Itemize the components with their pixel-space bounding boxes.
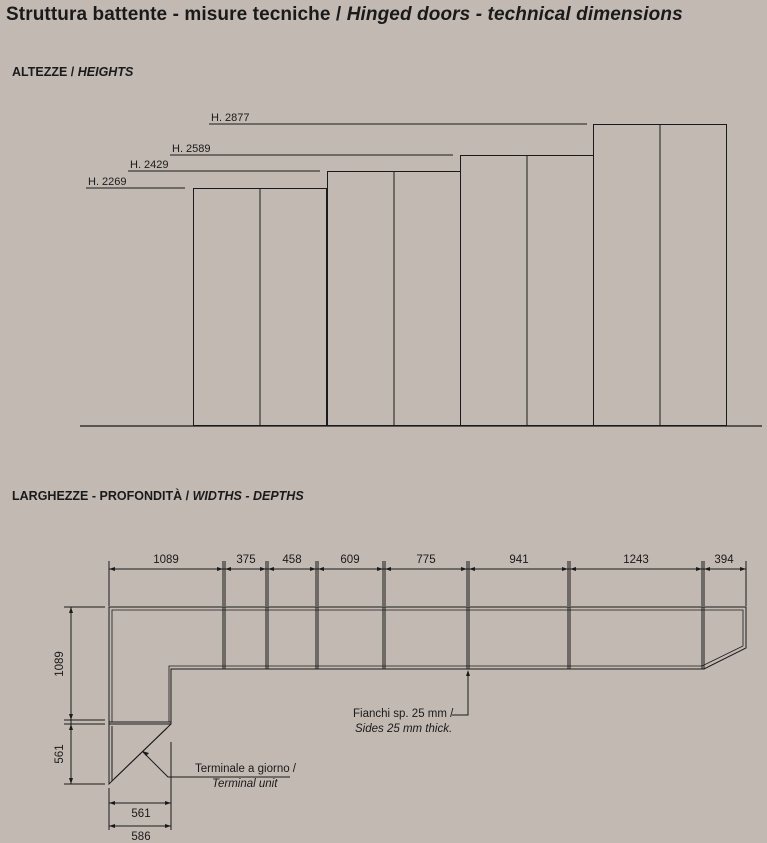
plan-outline-inner [112, 610, 743, 722]
widths-label: LARGHEZZE - PROFONDITÀ / [12, 489, 193, 503]
width-labels [153, 554, 734, 566]
sides-leader-line [452, 672, 468, 715]
height-label-2429: H. 2429 [130, 159, 169, 171]
width-label-941: 941 [509, 554, 529, 566]
width-label-1243: 1243 [623, 554, 649, 566]
terminal-note-italic: Terminal unit [212, 778, 278, 790]
plan-corner-diagonal-inner [114, 728, 167, 779]
heights-label-italic: HEIGHTS [77, 65, 134, 79]
depth-label-561: 561 [54, 744, 66, 764]
width-dimension-ticks [109, 561, 746, 606]
depth-labels [54, 651, 66, 763]
width-label-609: 609 [340, 554, 360, 566]
notes [195, 708, 454, 790]
page-title-main: Struttura battente - misure tecniche / [6, 4, 347, 25]
terminal-note: Terminale a giorno / [195, 763, 296, 775]
height-labels [88, 112, 250, 188]
width-label-394: 394 [714, 554, 734, 566]
plan-diagram [64, 561, 746, 830]
height-label-2269: H. 2269 [88, 176, 127, 188]
sides-leader-arrow [466, 670, 470, 676]
height-label-2589: H. 2589 [172, 143, 211, 155]
width-label-775: 775 [416, 554, 436, 566]
height-label-2877: H. 2877 [211, 112, 250, 124]
sides-note: Fianchi sp. 25 mm / [353, 708, 454, 720]
width-label-1089: 1089 [153, 554, 179, 566]
sides-note-italic: Sides 25 mm thick. [355, 723, 453, 735]
corner-label-586: 586 [131, 831, 151, 843]
cabinet-separators [109, 607, 704, 722]
terminal-leader-arrow [142, 751, 149, 756]
heights-label: ALTEZZE / [12, 65, 78, 79]
corner-label-561: 561 [131, 808, 151, 820]
plan-outline-outer [109, 607, 746, 724]
heights-diagram [80, 124, 762, 426]
width-label-458: 458 [282, 554, 302, 566]
widths-label-italic: WIDTHS - DEPTHS [192, 489, 304, 503]
depth-label-1089: 1089 [54, 651, 66, 677]
page-title-italic: Hinged doors - technical dimensions [346, 4, 683, 25]
width-label-375: 375 [236, 554, 256, 566]
